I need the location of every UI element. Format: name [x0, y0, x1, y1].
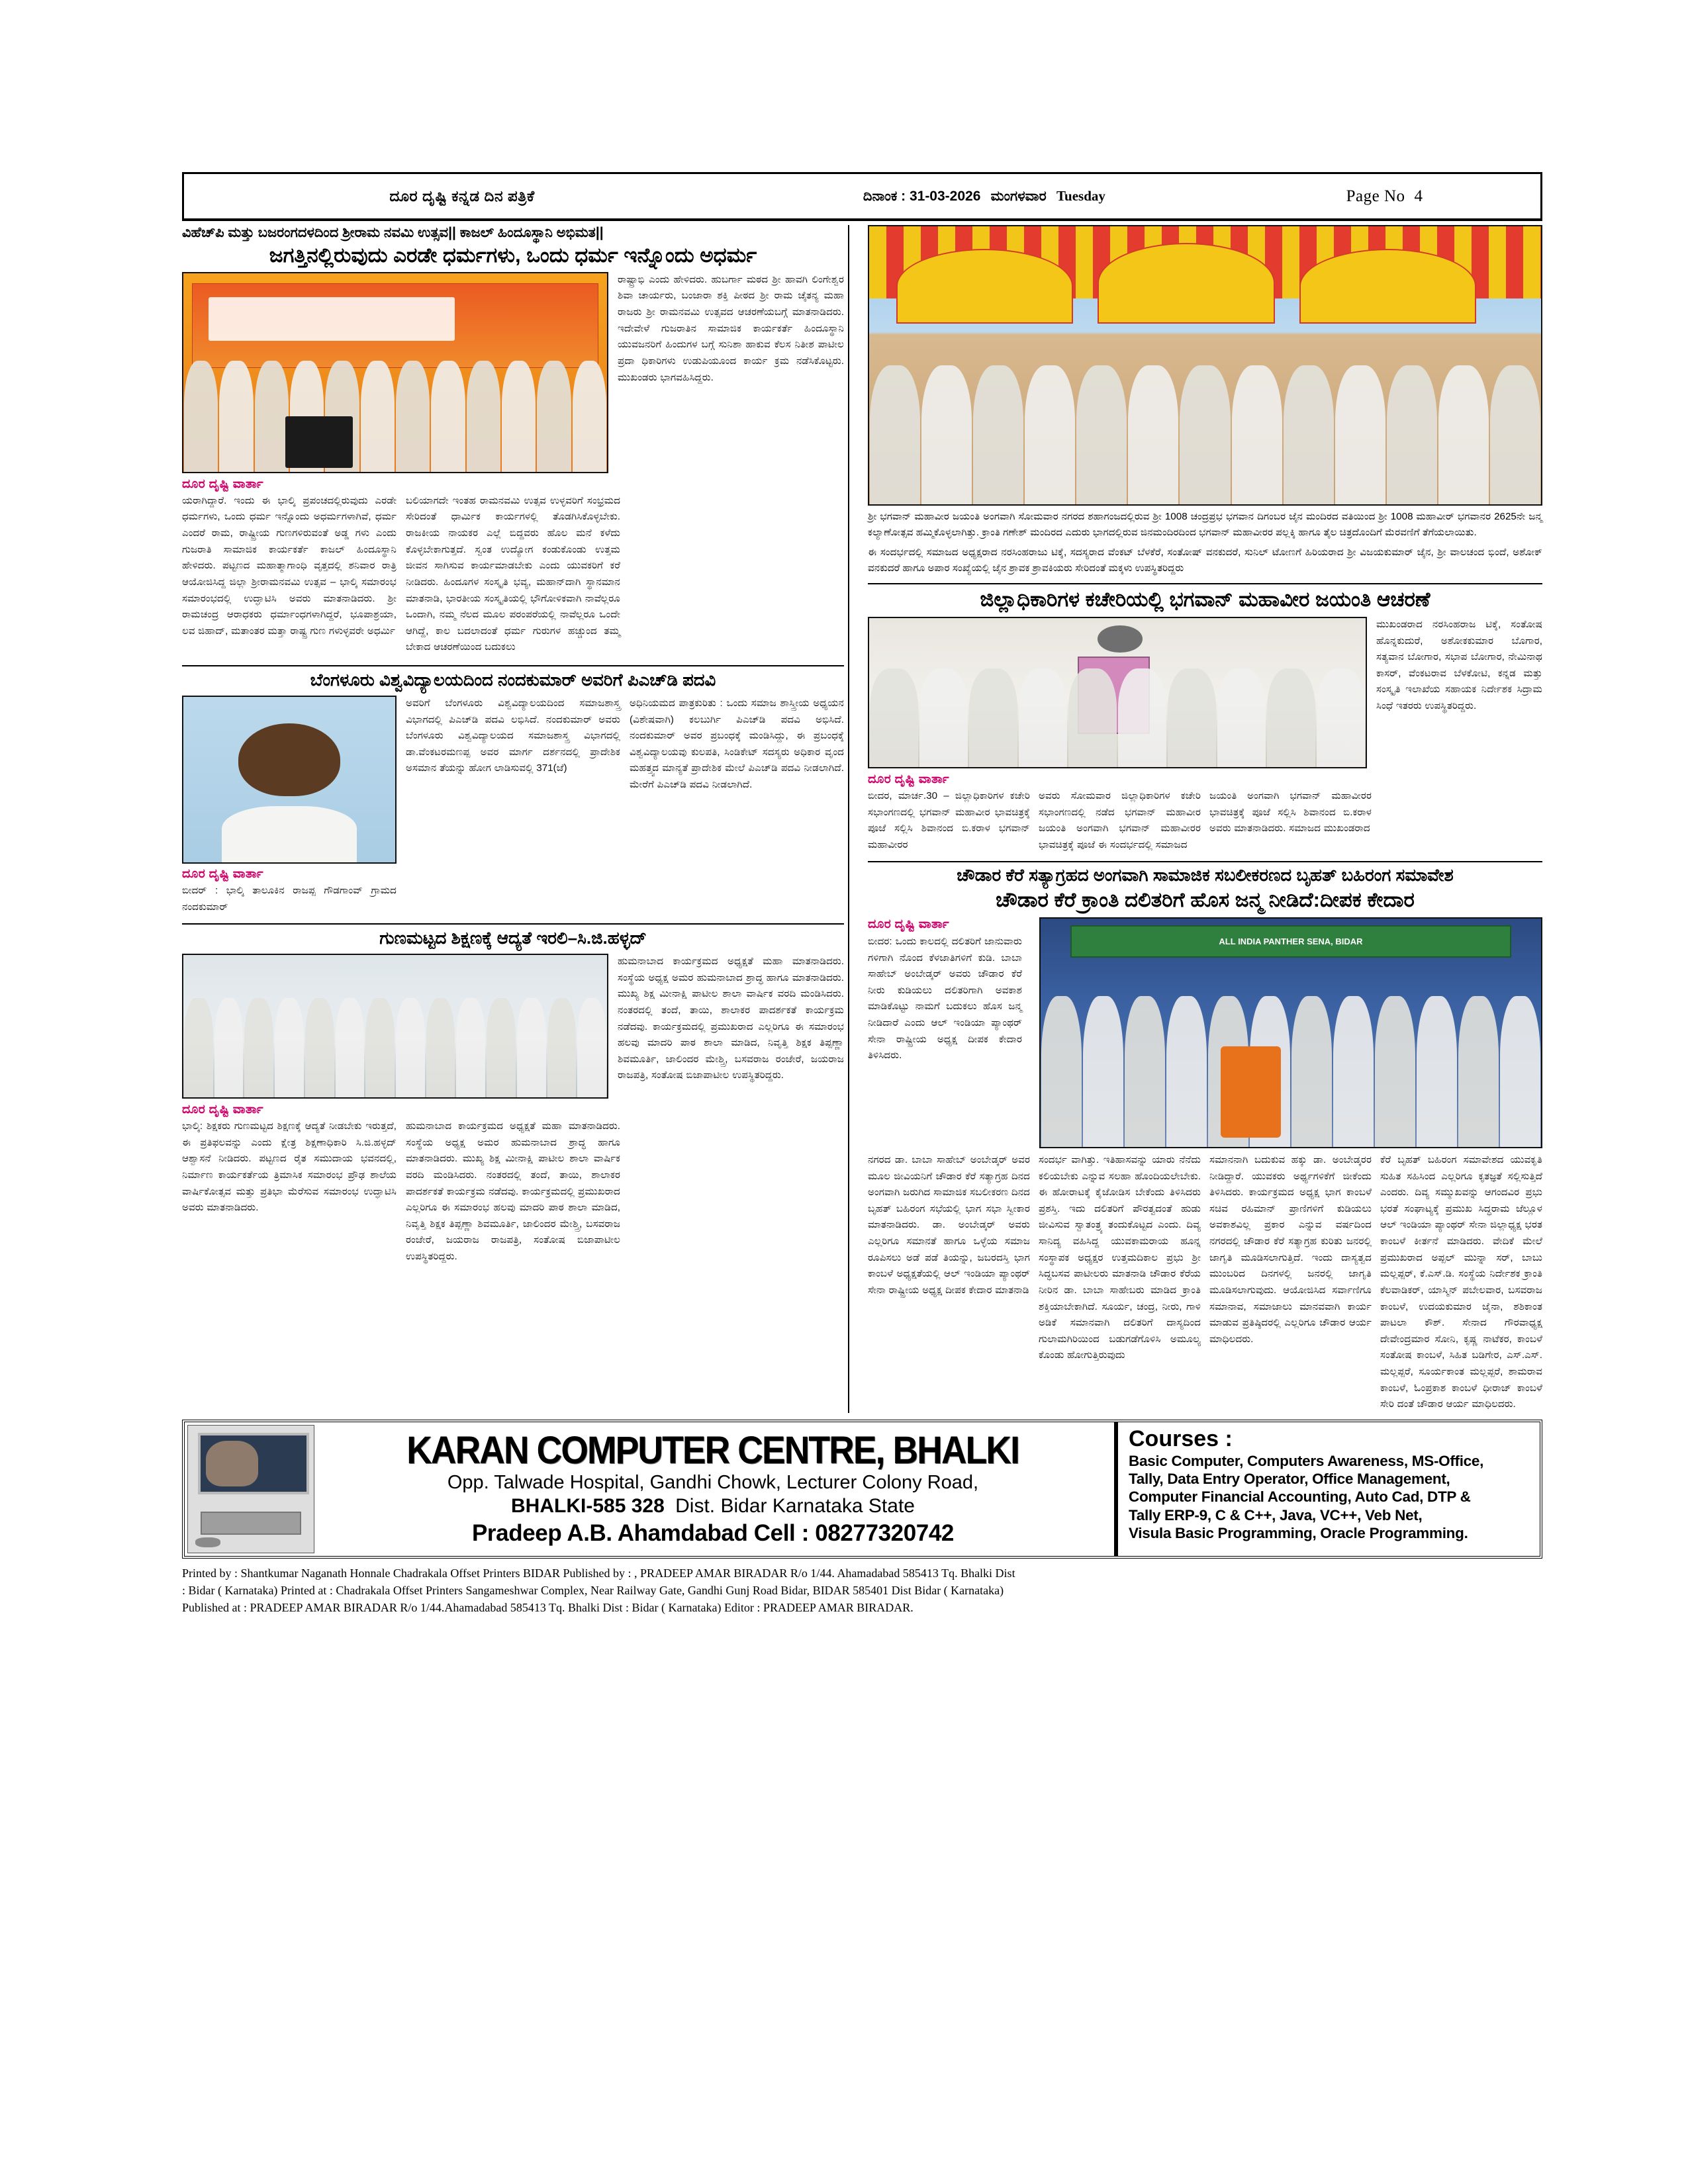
ad-course-line: Tally, Data Entry Operator, Office Management, [1129, 1471, 1450, 1488]
story-mahavira-procession [868, 225, 1542, 576]
story1-kicker: ವಿಹೆಚ್‌ಪಿ ಮತ್ತು ಬಜರಂಗದಳದಿಂದ ಶ್ರೀರಾಮ ನವಮಿ ಉತ್ಸವ|| ಕಾಜಲ್ ಹಿಂದೂಸ್ಥಾನಿ ಅಭಿಮತ|| [182, 225, 604, 240]
story6-col2: ನಗರದ ಡಾ. ಬಾಬಾ ಸಾಹೇಬ್ ಅಂಬೇಡ್ಕರ್ ಅವರ ಮೂಲ ಜೀವಿಯನಿಗೆ ಚೌಡಾರ ಕೆರೆ ಸತ್ಯಾಗ್ರಹ ದಿನದ ಅಂಗವಾಗಿ ಜರುಗಿದ ಸಾಮಾಜಿಕ ಸಬಲೀಕರಣ ದಿನದ ಬೃಹತ್ ಬಹಿರಂಗ ಸಭೆಯಲ್ಲಿ ಭಾಗ ಸಭಾ ಸ್ವೀಕಾರ ಮಾತನಾಡಿದರು. ಡಾ. ಅಂಬೇಡ್ಕರ್ ಅವರು ಎಲ್ಲರಿಗೂ ಸಮಾನತೆ ಹಾಗೂ ಒಳ್ಳೆಯ ಸಮಾಜ ರೂಪಿಸಲು ಅಡೆ ಪಡೆ ತಿಯನ್ನು, ಜಬರದಸ್ತಿ ಭಾಗ ಕಾಂಬಳೆ ಅಧ್ಯಕ್ಷತೆಯಲ್ಲಿ ಆಲ್ ಇಂಡಿಯಾ ಪ್ಯಾಂಥರ್ ಸೇನಾ ರಾಷ್ಟ್ರೀಯ ಅಧ್ಯಕ್ಷ ದೀಪಕ ಕೇದಾರ ಮಾತನಾಡಿ [868, 1154, 1030, 1296]
imprint-line-1: Printed by : Shantkumar Naganath Honnale Chadrakala Offset Printers BIDAR Published by : , PRADEEP AMAR BIRADAR R/o 1/44. Ahamadabad 585413 Tq. Bhalki Dist [182, 1566, 1015, 1580]
story1-byline: ದೂರ ದೃಷ್ಟಿ ವಾರ್ತಾ [182, 477, 263, 491]
ad-course-line: Visula Basic Programming, Oracle Programming. [1129, 1524, 1468, 1541]
shri-rama-navami-stage-photo [182, 272, 608, 473]
story6-byline: ದೂರ ದೃಷ್ಟಿ ವಾರ್ತಾ [868, 917, 949, 931]
story5-byline: ದೂರ ದೃಷ್ಟಿ ವಾರ್ತಾ [182, 1103, 263, 1117]
page-number-block [1229, 187, 1540, 206]
page-number: 4 [1414, 187, 1423, 205]
panther-sena-rally-photo [1039, 917, 1542, 1148]
mahavira-procession-photo [868, 225, 1542, 506]
story1-headline: ಜಗತ್ತಿನಲ್ಲಿರುವುದು ಎರಡೇ ಧರ್ಮಗಳು, ಒಂದು ಧರ್ಮ ಇನ್ನೊಂದು ಅಧರ್ಮ [269, 244, 757, 267]
story1-col3-spacer [630, 493, 844, 656]
ad-course-line: Basic Computer, Computers Awareness, MS-Office, [1129, 1452, 1484, 1469]
ad-courses-heading: Courses : [1129, 1426, 1233, 1451]
page-sheet [182, 172, 1542, 2045]
story4-headline: ಬೆಂಗಳೂರು ವಿಶ್ವವಿದ್ಯಾಲಯದಿಂದ ನಂದಕುಮಾರ್ ಅವರಿಗೆ ಪಿಎಚ್‌ಡಿ ಪದವಿ [310, 670, 716, 690]
story5-col2: ಹುಮನಾಬಾದ ಕಾರ್ಯಕ್ರಮದ ಅಧ್ಯಕ್ಷತೆ ಮಹಾ ಮಾತನಾಡಿದರು. ಸಂಸ್ಥೆಯ ಅಧ್ಯಕ್ಷ ಅಮರ ಹುಮನಾಬಾದ ಶ್ರಾದ್ಧ ಹಾಗೂ ಮಾತನಾಡಿದರು. ಮುಖ್ಯ ಶಿಕ್ಷ ಮೀನಾಕ್ಷಿ ಪಾಟೀಲ ಶಾಲಾ ವಾರ್ಷಿಕ ವರದಿ ಮಂಡಿಸಿದರು. ನಂತರದಲ್ಲಿ ತಂದೆ, ತಾಯಿ, ಶಾಲಾಕರ ಪಾದರ್ಶಕತೆ ಕಾರ್ಯಕ್ರಮ ನಡೆದವು. ಕಾರ್ಯಕ್ರಮದಲ್ಲಿ ಪ್ರಮುಖರಾದ ಎಲ್ಲರಿಗೂ ಈ ಸಮಾರಂಭ ಹಲವು ಮಾದರಿ ಪಾಠ ಶಾಲಾ ಮಾಡಿದ, ನಿವೃತ್ತಿ ಶಿಕ್ಷಕ ತಿಪ್ಪಣ್ಣಾ ಶಿವಮೂರ್ತಿ, ಜಾಲಿಂದರ ಮೇಶ್ತ್ರಿ, ಬಸವರಾಜ ರಂಜೇರೆ, ಜಯರಾಜ ರಾಜಪತ್ರಿ, ಸಂತೋಷ ಬಿಜಾಪಾಟೀಲ ಉಪಸ್ಥಿತರಿದ್ದರು. [406, 1120, 620, 1263]
ad-contact: Pradeep A.B. Ahamdabad Cell : 08277320742 [471, 1520, 955, 1546]
story4-dateline: ಬೀದರ್ : ಭಾಲ್ಕಿ ತಾಲೂಕಿನ ರಾಜಪ್ಪ ಗೌಡಗಾಂವ್ ಗ್ರಾಮದ ನಂದಕುಮಾರ್ [182, 884, 397, 913]
story4-col3: ಅಧಿನಿಯಮದ ಪಾತ್ರಕುರಿತು : ಒಂದು ಸಮಾಜ ಶಾಸ್ತ್ರೀಯ ಅಧ್ಯಯನ (ವಿಶೇಷವಾಗಿ) ಕಲಬುರ್ಗಿ ಪಿಎಚ್‌ಡಿ ಪದವಿ ಅಭಿಸಿದೆ. ನಂದಕುಮಾರ್ ಅವರ ಪ್ರಬಂಧಕ್ಕೆ ಮಂಡಿಸಿದ್ದು, ಈ ಪ್ರಬಂಧಕ್ಕೆ ವಿಶ್ವವಿದ್ಯಾಲಯವು ಕುಲಪತಿ, ಸಿಂಡಿಕೇಟ್ ಸದಸ್ಯರು ಅಧಿಕಾರ ವೃಂದ ಮಹತ್ತ್ವದ ಮಾನ್ಯತೆ ಪ್ರಾದೇಶಿಕ ಮೇಲೆ ಪಿಎಚ್‌ಡಿ ಪದವಿ ನೀಡಲಾಗಿದೆ. ಮೇರೆಗೆ ಪಿಎಚ್‌ಡಿ ಪದವಿ ನೀಡಲಾಗಿದೆ. [630, 697, 844, 791]
story1-text-columns [182, 493, 844, 656]
masthead-date-block [740, 188, 1229, 205]
masthead [182, 172, 1542, 221]
ad-course-line: Computer Financial Accounting, Auto Cad, DTP & [1129, 1488, 1471, 1506]
story6-headline: ಚೌಡಾರ ಕೆರೆ ಕ್ರಾಂತಿ ದಲಿತರಿಗೆ ಹೊಸ ಜನ್ಮ ನೀಡಿದೆ:ದೀಪಕ ಕೇದಾರ [996, 888, 1415, 912]
story3-text-columns [868, 788, 1542, 854]
story6-left-text [868, 917, 1030, 1148]
story5-col3-spacer [630, 1118, 844, 1265]
date-label: ದಿನಾಂಕ : 31-03-2026 [863, 189, 981, 204]
story5-text-columns [182, 1118, 844, 1265]
ad-city-line [511, 1495, 915, 1518]
ad-courses-panel [1116, 1422, 1540, 1556]
story3-col1: ಬೀದರ, ಮಾರ್ಚ.30 – ಜಿಲ್ಲಾಧಿಕಾರಿಗಳ ಕಚೇರಿ ಸಭಾಂಗಣದಲ್ಲಿ ಭಗವಾನ್ ಮಹಾವೀರ ಭಾವಚಿತ್ರಕ್ಕೆ ಪೂಜೆ ಸಲ್ಲಿಸಿ ಶಿವಾನಂದ ಬಿ.ಕರಾಳ ಭಗವಾನ್ ಮಹಾವೀರರ [868, 790, 1030, 850]
ad-main-panel [185, 1422, 1116, 1556]
story6-col5: ಕೆರೆ ಬೃಹತ್ ಬಹಿರಂಗ ಸಮಾವೇಶದ ಯುವಕೃತಿ ಸುಹಿತ ಸಹಿಸಿಂದ ಎಲ್ಲರಿಗೂ ಕೃತಜ್ಞತೆ ಸಲ್ಲಿಸುತ್ತಿದೆ ಎಂದರು. ದಿವ್ಯ ಸಮ್ಮುಖವನ್ನು ಆಗಂದವಿರ ಪ್ರಭು ಭರತೆ ಸಂಘಾಟ್ಯಕ್ಕೆ ಪ್ರಮುಖ ಸಿದ್ಧರಾಮ ಜೆಲ್ಲೂಳ ಆಲ್ ಇಂಡಿಯಾ ಪ್ಯಾಂಥರ್ ಸೇನಾ ಜಿಲ್ಲಾಧ್ಯಕ್ಷ ಭರತ ಕಾಂಬಳೆ ಕೀರ್ತನೆ ಮಾಡಿದರು. ವೇದಿಕೆ ಮೇಲೆ ಪ್ರಮುಖರಾದ ಅಪ್ಪಲ್ ಮುನ್ನಾ ಸರ್, ಬಾಬು ಮಲ್ಲಪ್ಪರ್, ಕೆ.ಎಸ್.ಡಿ. ಸಂಸ್ಥೆಯ ನಿರ್ದೇಶಕ ಕ್ರಾಂತಿ ಕೆಲವಾಡಿಕರ್, ಯಾಸ್ಮಿನ್ ಪಬೇಲವಾರ, ಬಸವರಾಜ ಕಾಂಬಳೆ, ಉದಯಕುಮಾರ ಜೈನಾ, ಶಶಿಕಾಂತ ಪಾಟಲಾ ಕೌಶ್. ಸೇನಾದ ಗೌರವಾಧ್ಯಕ್ಷ ದೇವೇಂದ್ರಮಾರ ಸೋನಿ, ಕೃಷ್ಣ ನಾಟೆಕರ, ಕಾಂಬಳೆ ಸಂತೋಷ ಕಾಂಬಳೆ, ಸಿಹಿತ ಬಡಿಗೇರ, ಎಸ್.ಎಸ್. ಮಲ್ಲಪ್ಪರೆ, ಸೂರ್ಯಕಾಂತ ಮಲ್ಲಪ್ಪರೆ, ಶಾಮರಾವ ಕಾಂಬಳೆ, ಓಂಪ್ರಕಾಶ ಕಾಂಬಳೆ ಧೀರಾಜ್ ಕಾಂಬಳೆ ಸೇರಿ ದಂತೆ ಚೌಡಾರ ಆರ್ಯ ಮಾಧಿಲದರು. [1380, 1154, 1542, 1410]
story2-caption: ಶ್ರೀ ಭಗವಾನ್ ಮಹಾವೀರ ಜಯಂತಿ ಅಂಗವಾಗಿ ಸೋಮವಾರ ನಗರದ ಶಹಾಗಂಜದಲ್ಲಿರುವ ಶ್ರೀ 1008 ಚಂದ್ರಪ್ರಭ ಭಗವಾನ ದಿಗಂಬರ ಜೈನ ಮಂದಿರದ ವತಿಯಿಂದ ಶ್ರೀ 1008 ಮಹಾವೀರ್ ಭಗವಾನರ 2625ನೇ ಜನ್ಮ ಕಲ್ಯಾಣೋತ್ಸವ ಹಮ್ಮಿಕೊಳ್ಳಲಾಗಿತ್ತು. ಕ್ರಾಂತಿ ಗಣೇಶ್ ಮಂದಿರದ ಎದುರು ಭಾಗದಲ್ಲಿರುವ ಜಿನಮಂದಿರದಿಂದ ಭಗವಾನ್ ಮಹಾವೀರರ ಪಲ್ಲಕ್ಕಿ ಹಾಗೂ ತೈಲ ಚಿತ್ರದೊಂದಿಗೆ ಮೆರವಣಿಗೆ ತೆಗೆಯಲಾಯಿತು. [868, 511, 1542, 539]
story1-col1: ಯರಾಗಿದ್ದಾರೆ. ಇಂದು ಈ ಭಾಲ್ಕಿ ಪ್ರಪಂಚದಲ್ಲಿರುವುದು ಎರಡೇ ಧರ್ಮಗಳು, ಒಂದು ಧರ್ಮ ಇನ್ನೊಂದು ಅಧರ್ಮಗಳಾಗಿವೆ, ಧರ್ಮ ಎಂದರೆ ರಾಮ, ರಾಷ್ಟ್ರೀಯ ಗುಣಗಳಿರುವಂತೆ ಅಡ್ಡ ಗಳು ಎಂದು ಗುಜರಾತಿ ಸಾಮಾಜಿಕ ಕಾರ್ಯಕರ್ತೆ ಕಾಜಲ್ ಹಿಂದೂಸ್ಥಾನಿ ಹೇಳಿದರು. ಪಟ್ಟಣದ ಮಹಾತ್ಮಾಗಾಂಧಿ ವೃತ್ತದಲ್ಲಿ ಶನಿವಾರ ರಾತ್ರಿ ಆಯೋಜಿಸಿದ್ದ ಜಿಲ್ಲಾ ಶ್ರೀರಾಮನವಮಿ ಉತ್ಸವ – ಭಾಲ್ಕಿ ಸಮಾರಂಭ ಸಮಾರಂಭದಲ್ಲಿ ಉದ್ಘಾಟಿಸಿ ಅವರು ಮಾತನಾಡಿದರು. ಶ್ರೀ ರಾಮಚಂದ್ರ ಆರಾಧಕರು ಧರ್ಮಾಂಧಗಳಾಗಿದ್ದರೆ, ಭೂಪಾಶ್ರಯಾ, ಲವ ಜಿಹಾದ್, ಮತಾಂತರ ಮತ್ತಾ ರಾಷ್ಟ್ರ ಗುಣ ಗಳುಳ್ಳವರೇ ಅಧರ್ಮಿ [182, 494, 397, 637]
ad-computer-photo [187, 1425, 314, 1553]
imprint-block [182, 1565, 1542, 1616]
ad-district: Dist. Bidar Karnataka State [675, 1495, 915, 1518]
rally-banner-text: ALL INDIA PANTHER SENA, BIDAR [1070, 925, 1511, 958]
story4-col2: ಅವರಿಗೆ ಬೆಂಗಳೂರು ವಿಶ್ವವಿದ್ಯಾಲಯದಿಂದ ಸಮಾಜಶಾಸ್ತ್ರ ವಿಭಾಗದಲ್ಲಿ ಪಿಎಚ್‌ಡಿ ಪದವಿ ಲಭಿಸಿದೆ. ನಂದಕುಮಾರ್ ಅವರು ಬೆಂಗಳೂರು ವಿಶ್ವವಿದ್ಯಾಲಯದ ಸಮಾಜಶಾಸ್ತ್ರ ವಿಭಾಗದಲ್ಲಿ ಡಾ.ವೆಂಕಟರಮಣಪ್ಪ ಅವರ ಮಾರ್ಗ ದರ್ಶನದಲ್ಲಿ ಪ್ರಾದೇಶಿಕ ಅಸಮಾನ ತೆಯನ್ನು ಹೋಗ ಲಾಡಿಸುವಲ್ಲಿ 371(ಜೆ) [406, 697, 620, 774]
left-column-group [182, 225, 844, 1413]
ad-city-pin: BHALKI-585 328 [511, 1495, 665, 1518]
story3-headline: ಜಿಲ್ಲಾಧಿಕಾರಿಗಳ ಕಚೇರಿಯಲ್ಲಿ ಭಗವಾನ್ ಮಹಾವೀರ ಜಯಂತಿ ಆಚರಣೆ [980, 588, 1430, 612]
right-column-group [859, 225, 1542, 1413]
weekday-english: Tuesday [1056, 188, 1105, 204]
column-divider [848, 225, 859, 1413]
story2-caption-2: ಈ ಸಂದರ್ಭದಲ್ಲಿ ಸಮಾಜದ ಅಧ್ಯಕ್ಷರಾದ ನರಸಿಂಹರಾಜು ಟಿಕ್ಕೆ, ಸದಸ್ಯರಾದ ವೆಂಕಟ್ ಬೆಳಕೆರೆ, ಸಂತೋಷ್ ವನಕುದರೆ, ಸುನಿಲ್ ಟೋಣಗೆ ಹಿರಿಯರಾದ ಶ್ರೀ ವಿಜಯಕುಮಾರ್ ಜೈನ, ಶ್ರೀ ವಾಲಚಂದ ಭಿಂದೆ, ಅಶೋಕ್ ವನಕುದರೆ ಹಾಗೂ ಅಪಾರ ಸಂಖ್ಯೆಯಲ್ಲಿ ಜೈನ ಶ್ರಾವಕ ಶ್ರಾವಕಿಯರು ಸೇರಿದಂತೆ ಮಕ್ಕಳು ಉಪಸ್ಥಿತರಿದ್ದರು [868, 546, 1542, 574]
story3-photo-row [868, 617, 1542, 768]
ad-address: Opp. Talwade Hospital, Gandhi Chowk, Lecturer Colony Road, [447, 1472, 979, 1494]
story1-col3-top: ರಾಷ್ಟ್ರಾಭಿ ಎಂದು ಹೇಳಿದರು. ಹುಬರ್ಗಾ ಮಠದ ಶ್ರೀ ಹಾವಗಿ ಲಿಂಗೇಶ್ವರ ಶಿವಾ ಚಾರ್ಯರು, ಬಂಜಾರಾ ಶಕ್ತಿ ಪೀಠದ ಶ್ರೀ ರಾಮ ಚೈತನ್ಯ ಮಹಾ ರಾಜರು ಶ್ರೀ ರಾಮನವಮಿ ಉತ್ಸವದ ಆಚರಣೆಯಬಗ್ಗೆ ಮಾತನಾಡಿದರು. ಇದೇವೇಳೆ ಗುಜರಾತಿನ ಸಾಮಾಜಿಕ ಕಾರ್ಯಕರ್ತೆ ಹಿಂದೂಸ್ಥಾನಿ ಯುವಜನರಿಗೆ ಹಿಂದುಗಳ ಬಗ್ಗೆ ಸುನಿಶಾ ಹಾಕುವ ಕೆಲಸ ನಿತೀಶ ಪಾಟೀಲ ಪ್ರದಾ ಧಿಕಾರಿಗಳು ಉಡುಪಿಯೂಂದ ಕಾರ್ಯ ಕ್ರಮ ನಡೆಸಿಕೊಟ್ಟರು. ಮುಖಂಡರು ಭಾಗವಹಿಸಿದ್ದರು. [618, 273, 844, 383]
story6-col3: ಸಂದರ್ಭ ವಾಗಿತ್ತು. ಇತಿಹಾಸವನ್ನು ಯಾರು ನೆನೆದು ಕಲಿಯಬೇಕು ಎನ್ನುವ ಸಲಹಾ ಹೊಂದಿಯಲೇಬೇಕು. ಈ ಹೋರಾಟಕ್ಕೆ ಕೈಜೋಡಿಸ ಬೇಕೆಂದು ತಿಳಿಸಿದರು ಪ್ರಶಸ್ತಿ. ಇದು ದಲಿತರಿಗೆ ಪೌರತ್ವದಂತೆ ಹುಡು ಜೀವಿಸುವ ಸ್ವಾತಂತ್ರ್ಯ ತಂದುಕೊಟ್ಟದ ಎಂದು. ದಿವ್ಯ ಸಾನಿದ್ಯ ವಹಿಸಿದ್ದ ಯುವಕಾಮರಾಯ ಹೂನ್ನ ಸಂಸ್ಥಾಪಕ ಅಧ್ಯಕ್ಷರ ಉತ್ತಮದಿಕಾಲ ಪ್ರಭು ಶ್ರೀ ಸಿದ್ಧಬಸವ ಪಾಟೀಲರು ಮಾತನಾಡಿ ಚೌಡಾರ ಕೆರೆಯ ನೀರಿನ ಡಾ. ಬಾಬಾ ಸಾಹೇಬರು ಮಾಡಿದ ಕ್ರಾಂತಿ ಶಕ್ತಿಯಾಬೇಕಾಗಿದೆ. ಸೂರ್ಯ, ಚಂದ್ರ, ನೀರು, ಗಾಳಿ ಅಡಿಕೆ ಸಮಾನವಾಗಿ ದಲಿತರಿಗೆ ದಾಸ್ಯದಿಂದ ಗುಲಾಮಗಿರಿಯಿಂದ ಬಡುಗಡೆಗೊಳಿಸಿ ಅಮೂಲ್ಯ ಕೊಂಡು ಹೋಗುತ್ತಿರುವುದು [1039, 1154, 1201, 1361]
story6-col1: ಬೀದರ: ಒಂದು ಕಾಲದಲ್ಲಿ ದಲಿತರಿಗೆ ಜಾನುವಾರು ಗಳಿಗಾಗಿ ನೊಂದ ಕೆಳಜಾತಿಗಳಿಗೆ ಕುಡಿ. ಬಾಬಾ ಸಾಹೇಬ್ ಅಂಬೇಡ್ಕರ್ ಅವರು ಚೌಡಾರ ಕೆರೆ ನೀರು ಕುಡಿಯಲು ದಲಿತರಿಗಾಗಿ ಅವಕಾಶ ಮಾಡಿಕೊಟ್ಟು ನಾಮಗೆ ಬದುಕಲು ಹೊಸ ಜನ್ಮ ನೀಡಿದಾರೆ ಎಂದು ಆಲ್ ಇಂಡಿಯಾ ಪ್ಯಾಂಥರ್ ಸೇನಾ ರಾಷ್ಟ್ರೀಯ ಅಧ್ಯಕ್ಷ ದೀಪಕ ಕೇದಾರ ತಿಳಿಸಿದರು. [868, 935, 1022, 1062]
story6-text-columns [868, 1152, 1542, 1413]
story-rama-navami [182, 225, 844, 656]
imprint-line-2: : Bidar ( Karnataka) Printed at : Chadrakala Offset Printers Sangameshwar Complex, Near Railway Gate, Gandhi Gunj Road Bidar, BIDAR 585401 Dist Bidar ( Karnataka) [182, 1584, 1004, 1598]
story6-col4: ಸಮಾನನಾಗಿ ಬದುಕುವ ಹಕ್ಕು ಡಾ. ಅಂಬೇಡ್ಕರರ ನೀಡಿದ್ದಾರೆ. ಯುವಕರು ಅರ್ಥ್ಯಗಳಿಕೆಗೆ ಜೀಕೆಂದು ತಿಳಿಸಿದರು. ಕಾರ್ಯಕ್ರಮದ ಅಧ್ಯಕ್ಷ ಭಾಗ ಕಾಂಬಳೆ ಸಚಿವ ರಹಿಮಾನ್ ಪ್ರಾಣಿಗಳಿಗೆ ಕುಡಿಯಲು ಅವಕಾಶವಿಲ್ಲ ಪ್ರಕಾರ ಎನ್ನುವ ವರ್ಷದಿಂದ ನಗರದಲ್ಲಿ ಚೌಡಾರ ಕೆರೆ ಸತ್ಯಾಗ್ರಹ ಕುರಿತು ಜನರಲ್ಲಿ ಜಾಗೃತಿ ಮೂಡಿಸಲಾಗುತ್ತಿದೆ. ಇಂದು ದಾಸ್ಯತ್ವದ ಮುಂಬರಿದ ದಿನಗಳಲ್ಲಿ ಜನರಲ್ಲಿ ಜಾಗೃತಿ ಮೂಡಿಸಲಾಗುವುದು. ಆಯೋಜಿಸಿದ ಸರ್ವಾಣಿಗೂ ಸಮಾನಾವ, ಸಮಾಜಾಲು ಮಾನವವಾಗಿ ಕಾರ್ಯ ಮಾಡುವ ಪ್ರತಿಷ್ಠಿದರಲ್ಲಿ ಎಲ್ಲರಿಗೂ ಚೌಡಾರ ಆರ್ಯ ಮಾಧಿಲದರು. [1209, 1154, 1372, 1345]
story5-col1: ಭಾಲ್ಕಿ: ಶಿಕ್ಷಕರು ಗುಣಮಟ್ಟದ ಶಿಕ್ಷಣಕ್ಕೆ ಆದ್ಯತೆ ನೀಡಬೇಕು ಇರುತ್ತದೆ, ಈ ಪ್ರತಿಫಲವನ್ನು ಎಂದು ಕ್ಷೇತ್ರ ಶಿಕ್ಷಣಾಧಿಕಾರಿ ಸಿ.ಜಿ.ಹಳ್ಳದ್ ಆಶ್ವಾಸನೆ ನೀಡಿದರು. ಪಟ್ಟಣದ ರೈತ ಸಮುದಾಯ ಭವನದಲ್ಲಿ, ನಿರ್ಮಾಣ ಕಾರ್ಯಕರ್ತೆಯ ತ್ರಿಮಾಸಿಕ ಸಮಾರಂಭ ಪ್ರೌಢ ಶಾಲೆಯ ವಾರ್ಷಿಕೋತ್ಸವ ಮತ್ತು ಪ್ರತಿಭಾ ಮೆರೆಸುವ ಸಮಾರಂಭ ಉದ್ಘಾಟಿಸಿ ಅವರು ಮಾತನಾಡಿದರು. [182, 1120, 397, 1214]
story3-byline: ದೂರ ದೃಷ್ಟಿ ವಾರ್ತಾ [868, 772, 949, 786]
advertisement-karan-computer-centre[interactable] [182, 1420, 1542, 1559]
story3-col4-spacer [1380, 788, 1542, 854]
nandakumar-portrait-photo [182, 696, 397, 864]
story-dc-office [868, 583, 1542, 853]
story4-byline: ದೂರ ದೃಷ್ಟಿ ವಾರ್ತಾ [182, 866, 263, 881]
story-phd-degree [182, 665, 844, 915]
school-group-photo [182, 954, 608, 1099]
story-chowdar-rally [868, 861, 1542, 1413]
imprint-line-3: Published at : PRADEEP AMAR BIRADAR R/o 1/44.Ahamadabad 585413 Tq. Bhalki Dist : Bidar ( Karnataka) Editor : PRADEEP AMAR BIRADAR. [182, 1601, 914, 1615]
story3-col4: ಮುಖಂಡರಾದ ನರಸಿಂಹರಾಜ ಟಿಕ್ಕೆ, ಸಂತೋಷ ಹೊನ್ನಕುದುರೆ, ಅಶೋಕಕುಮಾರ ಬೊಗಾರ, ಸತ್ಯವಾನ ಬೋಗಾರ, ಸಭಾಪ ಬೋಗಾರ, ನೇಮಿನಾಥ ಕಾಸರ್, ವೆಂಕಟರಾವ ಬೆಳಕೋಟಿ, ಕನ್ನಡ ಮತ್ತು ಸಂಸ್ಕೃತಿ ಇಲಾಖೆಯ ಸಹಾಯಕ ನಿರ್ದೇಶಕ ಸಿದ್ರಾಮ ಸಿಂಧೆ ಇತರರು ಉಪಸ್ಥಿತರಿದ್ದರು. [1376, 618, 1542, 712]
story5-photo-row [182, 954, 844, 1099]
story1-photo-row [182, 272, 844, 473]
story3-col3: ಜಯಂತಿ ಅಂಗವಾಗಿ ಭಗವಾನ್ ಮಹಾವೀರರ ಭಾವಚಿತ್ರಕ್ಕೆ ಪೂಜೆ ಸಲ್ಲಿಸಿ ಶಿವಾನಂದ ಬಿ.ಕರಾಳ ಅವರು ಮಾತನಾಡಿದರು. ಸಮಾಜದ ಮುಖಂಡರಾದ [1209, 790, 1372, 835]
ad-text-panel [314, 1425, 1111, 1553]
story4-photo-col [182, 696, 397, 915]
paper-name: ದೂರ ದೃಷ್ಟಿ ಕನ್ನಡ ದಿನ ಪತ್ರಿಕೆ [389, 187, 535, 205]
ad-title: KARAN COMPUTER CENTRE, BHALKI [406, 1429, 1019, 1473]
story1-col2: ಬಲಿಯಾಗದೇ ಇಂತಹ ರಾಮನವಮಿ ಉತ್ಸವ ಉಳ್ಳವರಿಗೆ ಸಂಭ್ರಮದ ಸೇರಿದಂತೆ ಧಾರ್ಮಿಕ ಕಾರ್ಯಗಳಲ್ಲಿ ತೊಡಗಿಸಿಕೊಳ್ಳಬೇಕು. ರಾಜಕೀಯ ನಾಯಕರ ಎಲ್ಲೆ ಬಿದ್ದವರು ಹೊಲ ಮನೆ ಕಳೆದು ಕೊಳ್ಳಬೇಕಾಗುತ್ತದೆ. ಸ್ವಂತ ಉದ್ಯೋಗ ಕಂಡುಕೊಂಡು ಉತ್ತಮ ಜೀವನ ಸಾಗಿಸುವ ಕಾರ್ಯಮಾಡಬೇಕು ಎಂದು ಯುವಕರಿಗೆ ಕರೆ ನೀಡಿದರು. ಹಿಂದೂಗಳ ಸಂಸ್ಕೃತಿ ಭವ್ಯ, ಮಹಾನ್‌ದಾಗಿ ಸ್ಥಾನಮಾನ ಮಾತನಾಡಿ, ಭಾರತೀಯ ಸಂಸ್ಕೃತಿಯಲ್ಲಿ ಭೌಗೋಳಿಕವಾಗಿ ನಾವೆಲ್ಲರೂ ಒಂದಾಗಿ, ನಮ್ಮ ನೆಲದ ಮೂಲ ಪರಂಪರೆಯಲ್ಲಿ ನಾವೆಲ್ಲರೂ ಒಂದೇ ಆಗಿದ್ದೆ, ಕಾಲ ಬದಲಾದಂತೆ ಧರ್ಮ ಗುರುಗಳ ಹಚ್ಚುಂದ ತಮ್ಮ ಬೇಕಾದ ಆಚರಣೆಯಿಂದ ಬದುಕಲು [406, 494, 620, 653]
story6-photo-row [868, 917, 1542, 1148]
story5-col-top: ಹುಮನಾಬಾದ ಕಾರ್ಯಕ್ರಮದ ಅಧ್ಯಕ್ಷತೆ ಮಹಾ ಮಾತನಾಡಿದರು. ಸಂಸ್ಥೆಯ ಅಧ್ಯಕ್ಷ ಅಮರ ಹುಮನಾಬಾದ ಶ್ರಾದ್ಧ ಹಾಗೂ ಮಾತನಾಡಿದರು. ಮುಖ್ಯ ಶಿಕ್ಷ ಮೀನಾಕ್ಷಿ ಪಾಟೀಲ ಶಾಲಾ ವಾರ್ಷಿಕ ವರದಿ ಮಂಡಿಸಿದರು. ನಂತರದಲ್ಲಿ ತಂದೆ, ತಾಯಿ, ಶಾಲಾಕರ ಪಾದರ್ಶಕತೆ ಕಾರ್ಯಕ್ರಮ ನಡೆದವು. ಕಾರ್ಯಕ್ರಮದಲ್ಲಿ ಪ್ರಮುಖರಾದ ಎಲ್ಲರಿಗೂ ಈ ಸಮಾರಂಭ ಹಲವು ಮಾದರಿ ಪಾಠ ಶಾಲಾ ಮಾಡಿದ, ನಿವೃತ್ತಿ ಶಿಕ್ಷಕ ತಿಪ್ಪಣ್ಣಾ ಶಿವಮೂರ್ತಿ, ಜಾಲಿಂದರ ಮೇಶ್ತ್ರಿ, ಬಸವರಾಜ ರಂಜೇರೆ, ಜಯರಾಜ ರಾಜಪತ್ರಿ, ಸಂತೋಷ ಬಿಜಾಪಾಟೀಲ ಉಪಸ್ಥಿತರಿದ್ದರು. [618, 956, 844, 1081]
ad-course-line: Tally ERP-9, C & C++, Java, VC++, Veb Net, [1129, 1506, 1423, 1524]
story6-kicker: ಚೌಡಾರ ಕೆರೆ ಸತ್ಯಾಗ್ರಹದ ಅಂಗವಾಗಿ ಸಾಮಾಜಿಕ ಸಬಲೀಕರಣದ ಬೃಹತ್ ಬಹಿರಂಗ ಸಮಾವೇಶ [957, 865, 1454, 886]
story-quality-education [182, 923, 844, 1265]
page-body [182, 225, 1542, 1413]
dc-office-mahavira-jayanti-photo [868, 617, 1367, 768]
story4-columns [182, 696, 844, 915]
page-label: Page No [1346, 187, 1405, 205]
story5-headline: ಗುಣಮಟ್ಟದ ಶಿಕ್ಷಣಕ್ಕೆ ಆದ್ಯತೆ ಇರಲಿ–ಸಿ.ಜಿ.ಹಳ್ಳದ್ [379, 928, 647, 948]
weekday-kannada: ಮಂಗಳವಾರ [990, 189, 1047, 204]
story3-col2: ಅವರು ಸೋಮವಾರ ಜಿಲ್ಲಾಧಿಕಾರಿಗಳ ಕಚೇರಿ ಸಭಾಂಗಣದಲ್ಲಿ ನಡೆದ ಭಗವಾನ್ ಮಹಾವೀರ ಜಯಂತಿ ಅಂಗವಾಗಿ ಭಗವಾನ್ ಮಹಾವೀರರ ಭಾವಚಿತ್ರಕ್ಕೆ ಪೂಜೆ ಈ ಸಂದರ್ಭದಲ್ಲಿ ಸಮಾಜದ [1039, 790, 1201, 850]
